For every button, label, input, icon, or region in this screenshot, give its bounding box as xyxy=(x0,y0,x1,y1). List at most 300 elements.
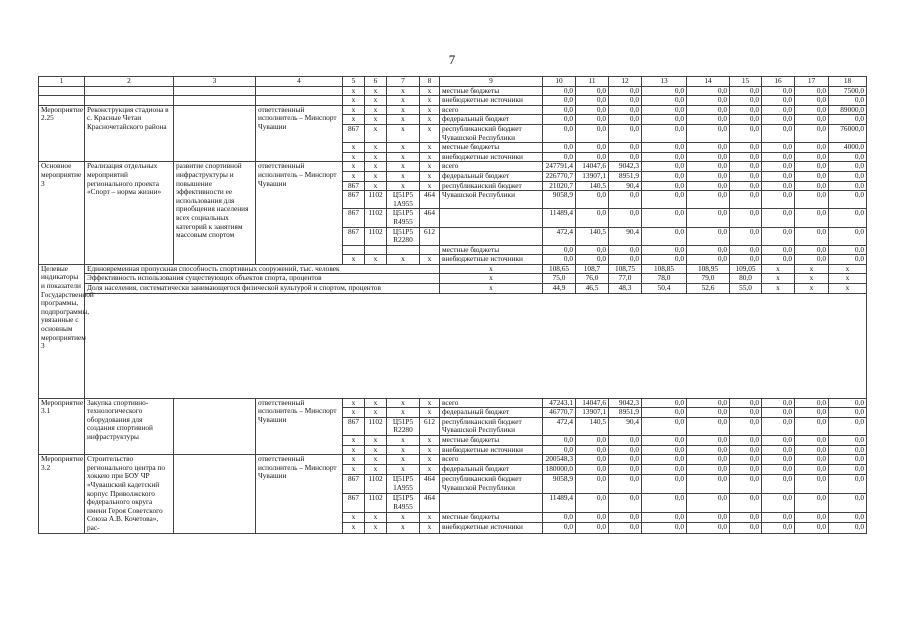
executor-cell: ответственный исполнитель – Минспорт Чувашии xyxy=(256,398,343,455)
amount-cell: 9058,9 xyxy=(543,191,576,209)
amount-cell: 9058,9 xyxy=(543,475,576,494)
budget-code-cell: x xyxy=(343,445,365,455)
indicator-value-cell: x xyxy=(829,264,867,274)
amount-cell: 0,0 xyxy=(609,143,642,153)
budget-code-cell: x xyxy=(365,105,387,115)
budget-code-cell: x xyxy=(387,523,420,533)
budget-code-cell: x xyxy=(387,436,420,446)
budget-code-cell: 1102 xyxy=(365,209,387,227)
amount-cell: 0,0 xyxy=(642,398,687,408)
amount-cell: 200548,3 xyxy=(543,455,576,465)
amount-cell: 0,0 xyxy=(543,115,576,125)
amount-cell: 0,0 xyxy=(829,417,867,435)
indicator-marker-cell: x xyxy=(440,284,543,294)
amount-cell: 0,0 xyxy=(730,398,762,408)
indicator-value-cell: 108,85 xyxy=(642,264,687,274)
amount-cell: 0,0 xyxy=(795,227,829,245)
amount-cell: 0,0 xyxy=(576,523,609,533)
amount-cell: 0,0 xyxy=(609,191,642,209)
indicator-value-cell: 108,7 xyxy=(576,264,609,274)
amount-cell: 0,0 xyxy=(687,209,730,227)
column-number: 16 xyxy=(762,77,795,87)
amount-cell: 0,0 xyxy=(609,209,642,227)
budget-code-cell: x xyxy=(365,513,387,523)
amount-cell: 0,0 xyxy=(609,115,642,125)
budget-code-cell: x xyxy=(387,408,420,418)
budget-code-cell: 1102 xyxy=(365,191,387,209)
indicator-value-cell: 75,0 xyxy=(543,274,576,284)
amount-cell: 0,0 xyxy=(795,255,829,265)
budget-code-cell: x xyxy=(343,171,365,181)
amount-cell: 0,0 xyxy=(687,162,730,172)
amount-cell: 9042,3 xyxy=(609,398,642,408)
amount-cell: 226770,7 xyxy=(543,171,576,181)
amount-cell: 11489,4 xyxy=(543,209,576,227)
funding-source-cell: местные бюджеты xyxy=(440,143,543,153)
amount-cell: 0,0 xyxy=(576,245,609,255)
amount-cell: 0,0 xyxy=(576,96,609,106)
amount-cell: 0,0 xyxy=(609,255,642,265)
indicator-value-cell: 48,3 xyxy=(609,284,642,294)
executor-cell: ответственный исполнитель – Минспорт Чувашии xyxy=(256,162,343,265)
amount-cell: 0,0 xyxy=(609,124,642,142)
amount-cell: 0,0 xyxy=(795,465,829,475)
column-number: 8 xyxy=(420,77,440,87)
amount-cell: 0,0 xyxy=(687,143,730,153)
budget-code-cell: x xyxy=(387,181,420,191)
amount-cell: 0,0 xyxy=(687,152,730,162)
column-number: 13 xyxy=(642,77,687,87)
amount-cell: 90,4 xyxy=(609,417,642,435)
amount-cell: 0,0 xyxy=(730,227,762,245)
budget-code-cell: 464 xyxy=(420,191,440,209)
empty-cell xyxy=(174,86,256,96)
amount-cell: 0,0 xyxy=(642,513,687,523)
amount-cell: 0,0 xyxy=(687,465,730,475)
amount-cell: 0,0 xyxy=(642,465,687,475)
amount-cell: 0,0 xyxy=(829,96,867,106)
amount-cell: 0,0 xyxy=(609,494,642,513)
amount-cell: 0,0 xyxy=(543,86,576,96)
column-number: 15 xyxy=(730,77,762,87)
table-row xyxy=(39,284,867,294)
column-number: 6 xyxy=(365,77,387,87)
amount-cell: 0,0 xyxy=(730,96,762,106)
budget-code-cell: x xyxy=(365,465,387,475)
amount-cell: 0,0 xyxy=(762,465,795,475)
indicator-value-cell: 50,4 xyxy=(642,284,687,294)
amount-cell: 0,0 xyxy=(762,494,795,513)
amount-cell: 0,0 xyxy=(576,494,609,513)
amount-cell: 13907,1 xyxy=(576,408,609,418)
indicator-name-cell: Эффективность использования существующих объектов спорта, процентов xyxy=(85,274,440,284)
amount-cell: 0,0 xyxy=(730,245,762,255)
budget-code-cell: x xyxy=(343,143,365,153)
empty-cell xyxy=(174,96,256,106)
budget-code-cell: x xyxy=(420,162,440,172)
funding-source-cell: Чувашской Республики xyxy=(440,191,543,209)
budget-code-cell: x xyxy=(343,408,365,418)
amount-cell: 90,4 xyxy=(609,227,642,245)
amount-cell: 0,0 xyxy=(730,417,762,435)
table-row xyxy=(39,162,867,172)
budget-code-cell: 464 xyxy=(420,475,440,494)
budget-code-cell: x xyxy=(387,513,420,523)
amount-cell: 0,0 xyxy=(687,523,730,533)
funding-source-cell: республиканский бюджет Чувашской Республики xyxy=(440,417,543,435)
funding-source-cell: республиканский бюджет xyxy=(440,181,543,191)
budget-code-cell: x xyxy=(365,96,387,106)
amount-cell: 0,0 xyxy=(687,436,730,446)
indicator-value-cell: 77,0 xyxy=(609,274,642,284)
amount-cell: 0,0 xyxy=(795,152,829,162)
amount-cell: 472,4 xyxy=(543,227,576,245)
amount-cell: 0,0 xyxy=(730,191,762,209)
amount-cell: 0,0 xyxy=(795,86,829,96)
empty-cell xyxy=(256,86,343,96)
funding-source-cell xyxy=(440,227,543,245)
budget-code-cell: Ц51Р5 R4955 xyxy=(387,209,420,227)
indicator-value-cell: 108,65 xyxy=(543,264,576,274)
amount-cell: 0,0 xyxy=(609,96,642,106)
amount-cell: 0,0 xyxy=(576,191,609,209)
amount-cell: 0,0 xyxy=(762,245,795,255)
amount-cell: 0,0 xyxy=(730,124,762,142)
amount-cell: 0,0 xyxy=(795,398,829,408)
amount-cell: 0,0 xyxy=(609,455,642,465)
funding-source-cell xyxy=(440,494,543,513)
amount-cell: 0,0 xyxy=(687,408,730,418)
indicator-marker-cell: x xyxy=(440,264,543,274)
measure-name-cell: Реализация отдельных мероприятий регионального проекта «Спорт – норма жизни» xyxy=(85,162,174,265)
amount-cell: 0,0 xyxy=(795,209,829,227)
budget-code-cell: Ц51Р5 1А955 xyxy=(387,475,420,494)
column-number: 9 xyxy=(440,77,543,87)
amount-cell: 0,0 xyxy=(609,86,642,96)
indicator-value-cell: 52,6 xyxy=(687,284,730,294)
funding-source-cell: федеральный бюджет xyxy=(440,115,543,125)
budget-code-cell: Ц51Р5 1А955 xyxy=(387,191,420,209)
budget-code-cell: 464 xyxy=(420,494,440,513)
amount-cell: 0,0 xyxy=(795,513,829,523)
budget-code-cell: x xyxy=(420,255,440,265)
amount-cell: 0,0 xyxy=(730,181,762,191)
amount-cell: 0,0 xyxy=(642,445,687,455)
amount-cell: 0,0 xyxy=(829,455,867,465)
amount-cell: 13907,1 xyxy=(576,171,609,181)
row-label-cell: Основное мероприятие 3 xyxy=(39,162,85,265)
budget-code-cell: x xyxy=(420,398,440,408)
goal-cell xyxy=(174,398,256,455)
amount-cell: 0,0 xyxy=(543,124,576,142)
amount-cell: 0,0 xyxy=(576,475,609,494)
amount-cell: 0,0 xyxy=(576,445,609,455)
amount-cell: 0,0 xyxy=(795,124,829,142)
amount-cell: 0,0 xyxy=(642,255,687,265)
amount-cell: 0,0 xyxy=(829,245,867,255)
budget-code-cell: x xyxy=(365,86,387,96)
budget-code-cell: x xyxy=(420,523,440,533)
amount-cell: 0,0 xyxy=(687,455,730,465)
page-number: 7 xyxy=(448,52,456,67)
budget-code-cell: 1102 xyxy=(365,494,387,513)
amount-cell: 0,0 xyxy=(576,513,609,523)
amount-cell: 0,0 xyxy=(687,255,730,265)
budget-code-cell: x xyxy=(387,105,420,115)
amount-cell: 0,0 xyxy=(687,445,730,455)
amount-cell: 0,0 xyxy=(642,143,687,153)
amount-cell: 0,0 xyxy=(730,408,762,418)
amount-cell: 0,0 xyxy=(642,191,687,209)
budget-code-cell: x xyxy=(343,465,365,475)
budget-code-cell: x xyxy=(365,398,387,408)
indicator-value-cell: x xyxy=(829,274,867,284)
amount-cell: 0,0 xyxy=(730,152,762,162)
amount-cell: 4000,0 xyxy=(829,143,867,153)
amount-cell: 0,0 xyxy=(795,96,829,106)
indicator-label-cell: Целевые индикаторы и показатели Государственной программы, подпрограммы, увязанные с основным мероприятием 3 xyxy=(39,264,85,398)
column-number: 17 xyxy=(795,77,829,87)
budget-code-cell: x xyxy=(343,96,365,106)
amount-cell: 0,0 xyxy=(730,162,762,172)
amount-cell: 0,0 xyxy=(642,455,687,465)
amount-cell: 0,0 xyxy=(609,475,642,494)
amount-cell: 0,0 xyxy=(829,171,867,181)
budget-code-cell: x xyxy=(420,445,440,455)
amount-cell: 0,0 xyxy=(730,105,762,115)
amount-cell: 9042,3 xyxy=(609,162,642,172)
amount-cell: 0,0 xyxy=(829,445,867,455)
amount-cell: 0,0 xyxy=(642,417,687,435)
amount-cell: 0,0 xyxy=(829,408,867,418)
amount-cell: 0,0 xyxy=(762,105,795,115)
table-body xyxy=(39,86,867,533)
budget-code-cell: x xyxy=(420,105,440,115)
budget-code-cell: x xyxy=(420,436,440,446)
budget-code-cell: x xyxy=(365,124,387,142)
budget-code-cell: x xyxy=(365,181,387,191)
budget-code-cell: x xyxy=(365,408,387,418)
amount-cell: 0,0 xyxy=(762,209,795,227)
measure-name-cell: Строительство регионального центра по хоккею при БОУ ЧР «Чувашский кадетский корпус Приволжского федерального округа имени Героя Советского Союза А.В. Кочетова», рас- xyxy=(85,455,174,533)
funding-source-cell: местные бюджеты xyxy=(440,436,543,446)
measure-name-cell: Закупка спортивно-технологического оборудования для создания спортивной инфраструктуры xyxy=(85,398,174,455)
budget-code-cell: x xyxy=(387,171,420,181)
amount-cell: 0,0 xyxy=(762,96,795,106)
indicator-value-cell: 79,0 xyxy=(687,274,730,284)
budget-code-cell: x xyxy=(365,171,387,181)
amount-cell: 0,0 xyxy=(795,494,829,513)
indicator-value-cell: 108,75 xyxy=(609,264,642,274)
amount-cell: 0,0 xyxy=(829,255,867,265)
column-number: 12 xyxy=(609,77,642,87)
funding-source-cell: федеральный бюджет xyxy=(440,171,543,181)
column-number: 11 xyxy=(576,77,609,87)
amount-cell: 0,0 xyxy=(730,143,762,153)
amount-cell: 14047,6 xyxy=(576,162,609,172)
amount-cell: 0,0 xyxy=(730,475,762,494)
amount-cell: 8951,9 xyxy=(609,408,642,418)
column-number: 14 xyxy=(687,77,730,87)
amount-cell: 0,0 xyxy=(795,436,829,446)
amount-cell: 0,0 xyxy=(543,523,576,533)
amount-cell: 0,0 xyxy=(642,245,687,255)
amount-cell: 140,5 xyxy=(576,181,609,191)
budget-code-cell: x xyxy=(420,513,440,523)
amount-cell: 0,0 xyxy=(829,398,867,408)
funding-source-cell: местные бюджеты xyxy=(440,86,543,96)
amount-cell: 0,0 xyxy=(687,227,730,245)
budget-code-cell: 612 xyxy=(420,227,440,245)
empty-cell xyxy=(85,96,174,106)
budget-code-cell: x xyxy=(365,445,387,455)
amount-cell: 0,0 xyxy=(609,445,642,455)
row-label-cell: Мероприятие 3.1 xyxy=(39,398,85,455)
amount-cell: 0,0 xyxy=(829,436,867,446)
amount-cell: 0,0 xyxy=(609,436,642,446)
amount-cell: 0,0 xyxy=(642,96,687,106)
amount-cell: 0,0 xyxy=(795,115,829,125)
amount-cell: 0,0 xyxy=(576,436,609,446)
amount-cell: 0,0 xyxy=(576,255,609,265)
budget-code-cell: 867 xyxy=(343,417,365,435)
budget-code-cell: 867 xyxy=(343,191,365,209)
amount-cell: 0,0 xyxy=(795,445,829,455)
funding-source-cell: всего xyxy=(440,162,543,172)
amount-cell: 0,0 xyxy=(795,181,829,191)
amount-cell: 8951,9 xyxy=(609,171,642,181)
budget-code-cell: x xyxy=(387,115,420,125)
amount-cell: 0,0 xyxy=(795,455,829,465)
budget-code-cell: x xyxy=(420,143,440,153)
amount-cell: 0,0 xyxy=(829,475,867,494)
budget-code-cell: 867 xyxy=(343,181,365,191)
amount-cell: 0,0 xyxy=(795,417,829,435)
amount-cell: 0,0 xyxy=(762,191,795,209)
budget-code-cell: x xyxy=(343,455,365,465)
amount-cell: 0,0 xyxy=(609,245,642,255)
amount-cell: 247791,4 xyxy=(543,162,576,172)
funding-source-cell: республиканский бюджет Чувашской Республики xyxy=(440,124,543,142)
amount-cell: 0,0 xyxy=(543,255,576,265)
indicator-name-cell: Доля населения, систематически занимающегося физической культурой и спортом, процентов xyxy=(85,284,440,294)
amount-cell: 0,0 xyxy=(795,105,829,115)
amount-cell: 0,0 xyxy=(642,181,687,191)
budget-code-cell: x xyxy=(387,162,420,172)
amount-cell: 47243,1 xyxy=(543,398,576,408)
amount-cell: 0,0 xyxy=(762,455,795,465)
amount-cell: 0,0 xyxy=(642,436,687,446)
amount-cell: 0,0 xyxy=(576,86,609,96)
column-number: 3 xyxy=(174,77,256,87)
amount-cell: 0,0 xyxy=(829,115,867,125)
goal-cell: развитие спортивной инфраструктуры и повышение эффективности ее использования для приобщения населения всех социальных категорий к занятиям массовым спортом xyxy=(174,162,256,265)
row-label-cell: Мероприятие 2.25 xyxy=(39,105,85,162)
budget-code-cell: Ц51Р5 R2280 xyxy=(387,417,420,435)
empty-cell xyxy=(39,86,85,96)
amount-cell: 180000,0 xyxy=(543,465,576,475)
indicator-marker-cell: x xyxy=(440,274,543,284)
header-row xyxy=(39,77,867,87)
amount-cell: 0,0 xyxy=(687,105,730,115)
amount-cell: 0,0 xyxy=(576,465,609,475)
budget-code-cell: x xyxy=(365,455,387,465)
amount-cell: 0,0 xyxy=(762,124,795,142)
budget-code-cell: x xyxy=(420,115,440,125)
budget-code-cell: x xyxy=(420,408,440,418)
amount-cell: 0,0 xyxy=(543,105,576,115)
amount-cell: 0,0 xyxy=(730,523,762,533)
amount-cell: 0,0 xyxy=(687,96,730,106)
indicator-value-cell: 80,0 xyxy=(730,274,762,284)
amount-cell: 0,0 xyxy=(762,475,795,494)
amount-cell: 0,0 xyxy=(576,209,609,227)
amount-cell: 0,0 xyxy=(730,445,762,455)
amount-cell: 0,0 xyxy=(829,152,867,162)
indicator-value-cell: 46,5 xyxy=(576,284,609,294)
amount-cell: 0,0 xyxy=(829,191,867,209)
amount-cell: 0,0 xyxy=(687,494,730,513)
column-number: 5 xyxy=(343,77,365,87)
amount-cell: 0,0 xyxy=(730,171,762,181)
funding-source-cell: внебюджетные источники xyxy=(440,152,543,162)
amount-cell: 14047,6 xyxy=(576,398,609,408)
amount-cell: 0,0 xyxy=(687,115,730,125)
amount-cell: 0,0 xyxy=(609,523,642,533)
amount-cell: 0,0 xyxy=(642,86,687,96)
funding-source-cell: местные бюджеты xyxy=(440,513,543,523)
amount-cell: 0,0 xyxy=(687,181,730,191)
indicator-value-cell: 55,0 xyxy=(730,284,762,294)
amount-cell: 0,0 xyxy=(829,494,867,513)
indicator-value-cell: 44,9 xyxy=(543,284,576,294)
budget-code-cell: x xyxy=(420,86,440,96)
amount-cell: 0,0 xyxy=(762,513,795,523)
budget-code-cell: x xyxy=(343,105,365,115)
budget-code-cell: x xyxy=(343,86,365,96)
budget-code-cell: x xyxy=(387,96,420,106)
funding-source-cell: местные бюджеты xyxy=(440,245,543,255)
budget-code-cell: x xyxy=(365,436,387,446)
amount-cell: 90,4 xyxy=(609,181,642,191)
amount-cell: 0,0 xyxy=(543,513,576,523)
budget-code-cell: 1102 xyxy=(365,475,387,494)
budget-code-cell: x xyxy=(365,143,387,153)
amount-cell: 0,0 xyxy=(730,86,762,96)
column-number: 18 xyxy=(829,77,867,87)
budget-code-cell: 1102 xyxy=(365,417,387,435)
amount-cell: 0,0 xyxy=(543,96,576,106)
amount-cell: 0,0 xyxy=(642,152,687,162)
goal-cell xyxy=(174,105,256,162)
amount-cell: 0,0 xyxy=(543,143,576,153)
amount-cell: 0,0 xyxy=(642,209,687,227)
amount-cell: 0,0 xyxy=(795,162,829,172)
amount-cell: 0,0 xyxy=(829,181,867,191)
amount-cell: 0,0 xyxy=(829,465,867,475)
amount-cell: 0,0 xyxy=(576,143,609,153)
budget-code-cell: Ц51Р5 R2280 xyxy=(387,227,420,245)
amount-cell: 0,0 xyxy=(642,227,687,245)
column-number: 4 xyxy=(256,77,343,87)
amount-cell: 0,0 xyxy=(762,398,795,408)
amount-cell: 0,0 xyxy=(762,115,795,125)
empty-cell xyxy=(85,293,867,398)
amount-cell: 0,0 xyxy=(762,171,795,181)
funding-source-cell: республиканский бюджет Чувашской Республики xyxy=(440,475,543,494)
amount-cell: 0,0 xyxy=(829,513,867,523)
amount-cell: 0,0 xyxy=(795,408,829,418)
